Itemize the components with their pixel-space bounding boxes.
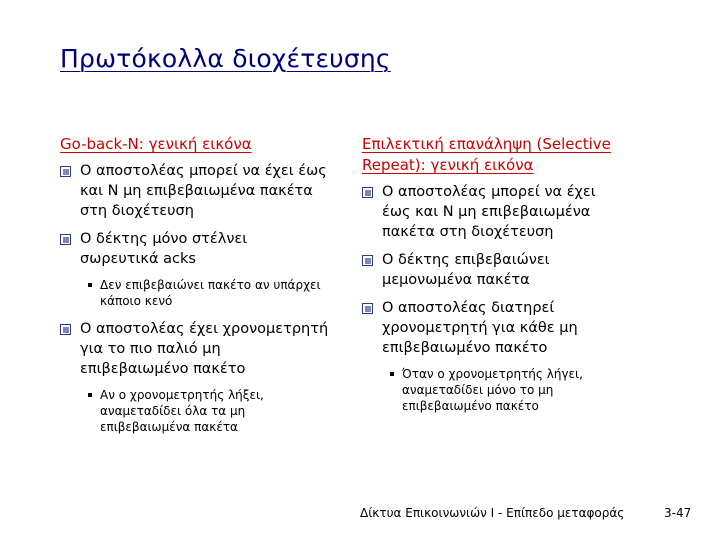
bullet-text: Ο αποστολέας μπορεί να έχει έως και N μη επιβεβαιωμένα πακέτα στη διοχέτευση (382, 184, 596, 240)
bullet-text: Ο αποστολέας μπορεί να έχει έως και N μη επιβεβαιωμένα πακέτα στη διοχέτευση (80, 163, 327, 219)
sub-bullet-item (60, 277, 330, 309)
sub-bullet-item (60, 387, 330, 435)
small-square-bullet-icon (390, 372, 394, 376)
sub-bullet-item (362, 366, 622, 414)
right-column (362, 134, 622, 424)
bullet-text: Ο αποστολέας διατηρεί χρονομετρητή για κάθε μη επιβεβαιωμένο πακέτο (382, 300, 578, 356)
bullet-item (60, 319, 330, 379)
slide-title: Πρωτόκολλα διοχέτευσης (60, 44, 391, 73)
bullet-item (362, 250, 622, 290)
sub-bullet-text: Δεν επιβεβαιώνει πακέτο αν υπάρχει κάποιο κενό (100, 278, 321, 308)
square-bullet-icon (60, 324, 71, 335)
bullet-item (362, 298, 622, 358)
square-bullet-icon (362, 255, 373, 266)
bullet-text: Ο δέκτης μόνο στέλνει σωρευτικά acks (80, 231, 248, 267)
bullet-item (60, 229, 330, 269)
page-number: 3-47 (664, 506, 692, 520)
small-square-bullet-icon (88, 283, 92, 287)
sub-bullet-text: Όταν ο χρονομετρητής λήγει, αναμεταδίδει μόνο το μη επιβεβαιωμένο πακέτο (402, 367, 583, 413)
right-column-heading: Επιλεκτική επανάληψη (Selective Repeat): γενική εικόνα (362, 135, 611, 174)
square-bullet-icon (60, 166, 71, 177)
square-bullet-icon (60, 234, 71, 245)
left-column (60, 134, 330, 445)
bullet-item (60, 161, 330, 221)
left-column-heading: Go-back-N: γενική εικόνα (60, 135, 252, 153)
slide-footer: Δίκτυα Επικοινωνιών Ι - Επίπεδο μεταφοράς (360, 506, 625, 520)
bullet-text: Ο δέκτης επιβεβαιώνει μεμονωμένα πακέτα (382, 252, 550, 288)
bullet-text: Ο αποστολέας έχει χρονομετρητή για το πιο παλιό μη επιβεβαιωμένο πακέτο (80, 321, 329, 377)
small-square-bullet-icon (88, 393, 92, 397)
sub-bullet-text: Αν ο χρονομετρητής λήξει, αναμεταδίδει όλα τα μη επιβεβαιωμένα πακέτα (100, 388, 264, 434)
square-bullet-icon (362, 187, 373, 198)
bullet-item (362, 182, 622, 242)
square-bullet-icon (362, 303, 373, 314)
